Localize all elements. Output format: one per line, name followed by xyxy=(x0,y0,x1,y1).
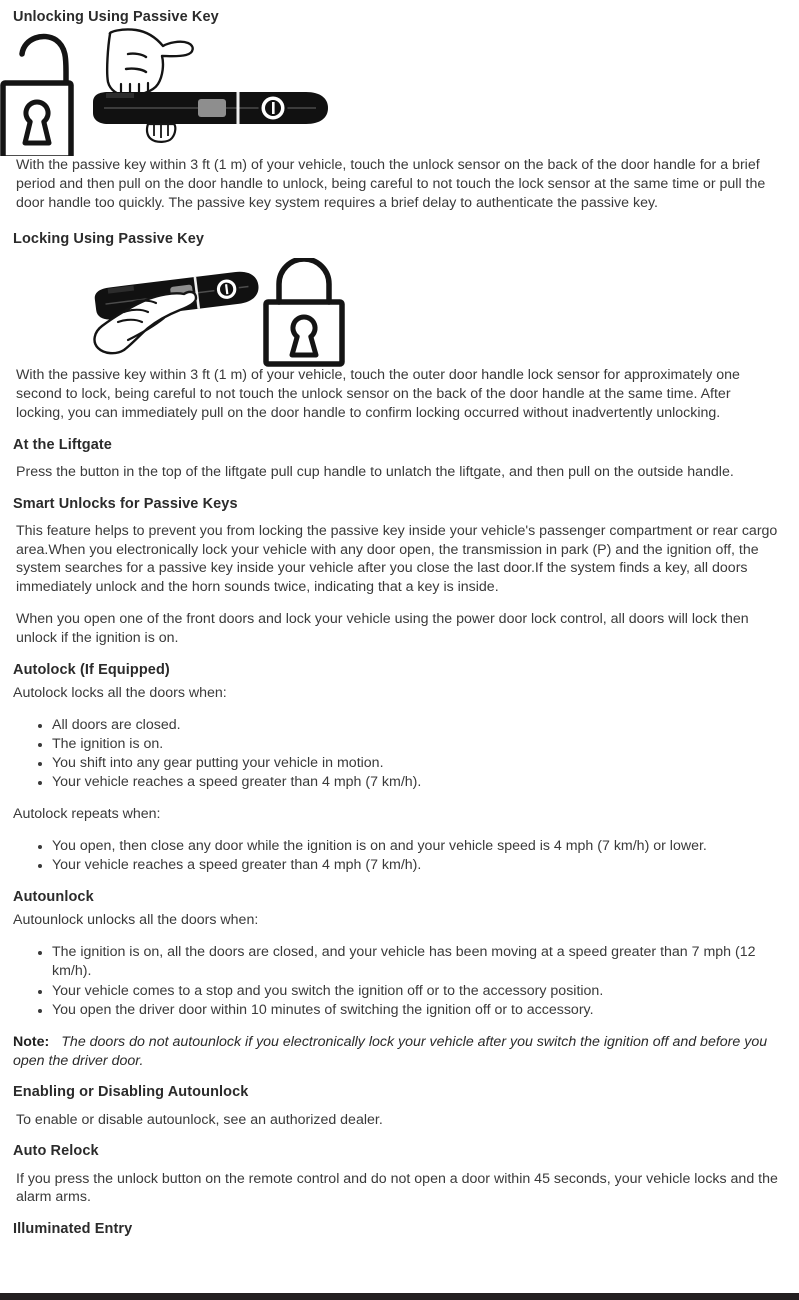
paragraph-autolock-intro: Autolock locks all the doors when: xyxy=(13,685,227,701)
list-item: The ignition is on. xyxy=(52,735,779,754)
list-item: Your vehicle comes to a stop and you switch the ignition off or to the accessory position. xyxy=(52,982,779,1001)
list-item: Your vehicle reaches a speed greater than 4 mph (7 km/h). xyxy=(52,773,779,792)
paragraph-autolock-repeats-intro: Autolock repeats when: xyxy=(13,806,161,823)
heading-enabling-or-disabling-autounlock: Enabling or Disabling Autounlock xyxy=(13,1084,249,1101)
door-handle-icon xyxy=(93,92,328,124)
list-item: All doors are closed. xyxy=(52,716,779,735)
list-item: You open, then close any door while the ignition is on and your vehicle speed is 4 mph (7 km/h) or lower. xyxy=(52,837,779,856)
heading-auto-relock: Auto Relock xyxy=(13,1143,99,1160)
paragraph-enabling-or-disabling-autounlock: To enable or disable autounlock, see an authorized dealer. xyxy=(16,1111,383,1128)
list-item: You shift into any gear putting your vehicle in motion. xyxy=(52,754,779,773)
note-autounlock xyxy=(0,1033,799,1071)
lock-sensor-pad xyxy=(198,99,226,117)
list-item: You open the driver door within 10 minutes of switching the ignition off or to accessory. xyxy=(52,1001,779,1020)
hand-touching-door-handle-icon xyxy=(93,30,328,142)
list-item: Your vehicle reaches a speed greater than 4 mph (7 km/h). xyxy=(52,856,779,875)
paragraph-smart-unlocks-2: When you open one of the front doors and lock your vehicle using the power door lock control, all doors will lock then unlock if the ignition is on. xyxy=(16,611,749,646)
paragraph-smart-unlocks-1: This feature helps to prevent you from locking the passive key inside your vehicle's passenger compartment or rear cargo area.When you electronically lock your vehicle with any door open, the transmission in park (P) and the ignition off, the system searches for a passive key inside your vehicle after you close the last door.If the system finds a key, all doors immediately unlock and the horn sounds twice, indicating that a key is inside. xyxy=(16,522,778,596)
lock-passive-key-illustration xyxy=(0,248,799,366)
heading-locking-using-passive-key: Locking Using Passive Key xyxy=(13,230,205,247)
paragraph-unlocking-using-passive-key: With the passive key within 3 ft (1 m) of your vehicle, touch the unlock sensor on the back of the door handle for a brief period and then pull on the door handle to unlock, being careful to not touch the lock sensor at the same time or pull the door handle too quickly. The passive key system requires a brief delay to authenticate the passive key. xyxy=(16,157,766,211)
heading-smart-unlocks-for-passive-keys: Smart Unlocks for Passive Keys xyxy=(13,495,238,512)
heading-at-the-liftgate: At the Liftgate xyxy=(13,436,112,453)
paragraph-locking-using-passive-key: With the passive key within 3 ft (1 m) of your vehicle, touch the outer door handle lock sensor for approximately one second to lock, being careful to not touch the unlock sensor on the back of the door handle at the same time. After locking, you can immediately pull on the door handle to confirm locking occurred without inadvertently unlocking. xyxy=(16,366,740,421)
list-autolock-conditions xyxy=(0,716,799,792)
paragraph-at-the-liftgate: Press the button in the top of the liftgate pull cup handle to unlatch the liftgate, and then pull on the outside handle. xyxy=(16,463,734,480)
hand-pressing-lock-sensor-icon xyxy=(94,269,261,353)
page-bottom-rule xyxy=(0,1293,799,1300)
heading-autounlock: Autounlock xyxy=(13,889,94,906)
unlock-passive-key-illustration xyxy=(0,26,799,156)
open-padlock-icon xyxy=(3,37,71,157)
list-autolock-repeat-conditions xyxy=(0,837,799,875)
open-padlock-keyhole-icon xyxy=(25,102,49,143)
heading-autolock-if-equipped: Autolock (If Equipped) xyxy=(13,661,170,678)
closed-padlock-icon xyxy=(266,259,342,364)
note-label: Note: xyxy=(13,1033,50,1050)
note-text: The doors do not autounlock if you electronically lock your vehicle after you switch the ignition off and before you open the driver door. xyxy=(13,1033,768,1069)
heading-illuminated-entry: Illuminated Entry xyxy=(13,1221,133,1238)
unlock-illustration-svg xyxy=(0,26,360,156)
paragraph-autounlock-intro: Autounlock unlocks all the doors when: xyxy=(13,912,259,929)
lock-illustration-svg xyxy=(88,258,358,368)
list-autounlock-conditions xyxy=(0,943,799,1019)
paragraph-auto-relock: If you press the unlock button on the remote control and do not open a door within 45 seconds, your vehicle locks and the alarm arms. xyxy=(16,1170,778,1206)
list-item: The ignition is on, all the doors are closed, and your vehicle has been moving at a speed greater than 7 mph (12 km/h). xyxy=(52,943,779,981)
heading-unlocking-using-passive-key: Unlocking Using Passive Key xyxy=(13,9,219,25)
